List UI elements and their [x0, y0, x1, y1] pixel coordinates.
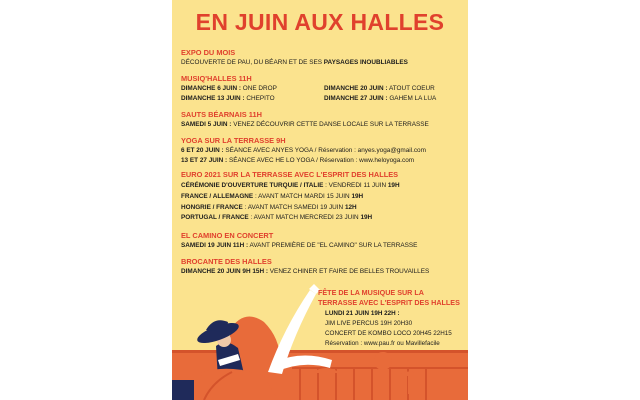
musiq-heading: MUSIQ'HALLES 11H [181, 74, 252, 83]
fete-line: JIM LIVE PERCUS 19H 20H30 [325, 320, 413, 327]
musiq-item: DIMANCHE 27 JUIN : GAHEM LA LUA [324, 95, 437, 102]
fete-date: LUNDI 21 JUIN 19H 22H : [325, 310, 400, 317]
brocante-heading: BROCANTE DES HALLES [181, 257, 272, 266]
fete-line: CONCERT DE KOMBO LOCO 20H45 22H15 [325, 330, 452, 337]
yoga-line: 6 ET 20 JUIN : SÉANCE AVEC ANYES YOGA / Réservation : anyes.yoga@gmail.com [181, 147, 426, 154]
camino-text: SAMEDI 19 JUIN 11H : AVANT PREMIÈRE DE "EL CAMINO" SUR LA TERRASSE [181, 242, 418, 249]
fete-reservation: Réservation : www.pau.fr ou Mavillefacile [325, 340, 440, 347]
brocante-text: DIMANCHE 20 JUIN 9H 15H : VENEZ CHINER ET FAIRE DE BELLES TROUVAILLES [181, 268, 430, 275]
event-poster [172, 0, 468, 400]
fete-heading-line1: FÊTE DE LA MUSIQUE SUR LA [318, 288, 424, 297]
yoga-line: 13 ET 27 JUIN : SÉANCE AVEC HE LO YOGA / Réservation : www.heloyoga.com [181, 157, 415, 164]
euro-line: PORTUGAL / FRANCE : AVANT MATCH MERCREDI 23 JUIN 19H [181, 214, 373, 221]
sauts-text: SAMEDI 5 JUIN : VENEZ DÉCOUVRIR CETTE DANSE LOCALE SUR LA TERRASSE [181, 121, 429, 128]
sauts-heading: SAUTS BÉARNAIS 11H [181, 110, 262, 119]
fete-heading-line2: TERRASSE AVEC L'ESPRIT DES HALLES [318, 298, 460, 307]
euro-line: FRANCE / ALLEMAGNE : AVANT MATCH MARDI 15 JUIN 19H [181, 193, 364, 200]
musiq-item: DIMANCHE 20 JUIN : ATOUT COEUR [324, 85, 435, 92]
poster-title: EN JUIN AUX HALLES [195, 9, 445, 35]
expo-text: DÉCOUVERTE DE PAU, DU BÉARN ET DE SES PAYSAGES INOUBLIABLES [181, 59, 408, 66]
euro-heading: EURO 2021 SUR LA TERRASSE AVEC L'ESPRIT DES HALLES [181, 170, 399, 179]
musiq-item: DIMANCHE 13 JUIN : CHEPITO [181, 95, 275, 102]
euro-line: HONGRIE / FRANCE : AVANT MATCH SAMEDI 19 JUIN 12H [181, 204, 357, 211]
yoga-heading: YOGA SUR LA TERRASSE 9H [181, 136, 286, 145]
expo-heading: EXPO DU MOIS [181, 48, 236, 57]
musiq-item: DIMANCHE 6 JUIN : ONE DROP [181, 85, 277, 92]
euro-line: CÉRÉMONIE D'OUVERTURE TURQUIE / ITALIE : VENDREDI 11 JUIN 19H [181, 182, 400, 189]
camino-heading: EL CAMINO EN CONCERT [181, 231, 274, 240]
